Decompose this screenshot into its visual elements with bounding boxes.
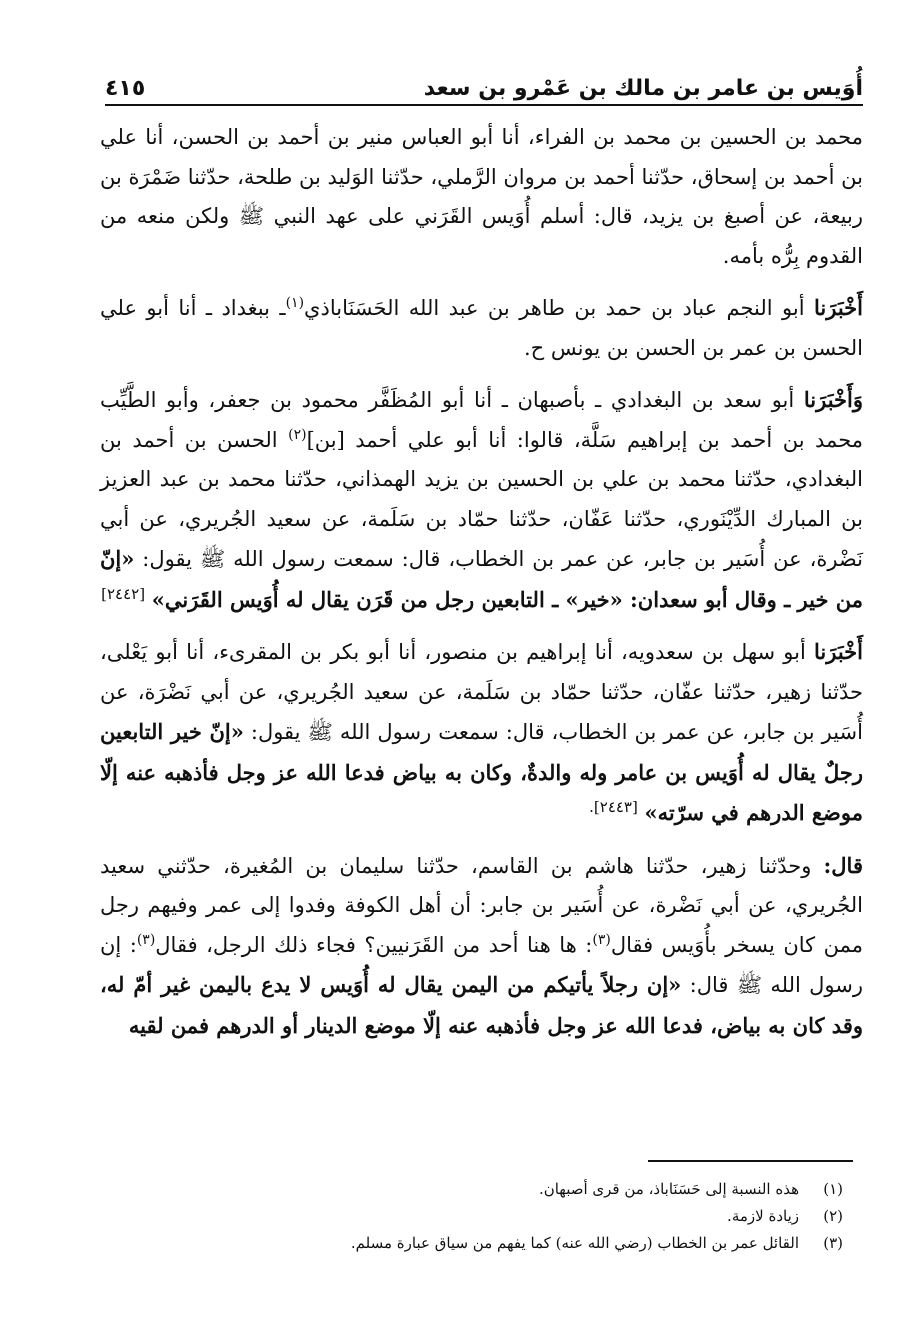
paragraph-4	[100, 632, 863, 834]
footnote-marker: (٣)	[136, 931, 156, 948]
paragraph-1	[100, 118, 863, 276]
footnote-marker: (٢)	[288, 426, 307, 443]
paragraph-text: أبو النجم عباد بن حمد بن طاهر بن عبد الله الحَسَنَاباذي	[304, 296, 815, 320]
footnote-text: القائل عمر بن الخطاب (رضي الله عنه) كما يفهم من سياق عبارة مسلم.	[350, 1234, 799, 1252]
paragraph-5	[100, 846, 863, 1047]
paragraph-text: محمد بن الحسين بن محمد بن الفراء، أنا أبو العباس منير بن أحمد بن الحسن، أنا علي بن أحمد بن إسحاق، حدّثنا أحمد بن مروان الرَّملي، حدّثنا الوَليد بن طلحة، حدّثنا ضَمْرَة بن ربيعة، عن أصبغ بن يزيد، قال: أسلم أُوَيس القَرَني على عهد النبي ﷺ ولكن منعه من القدوم بِرُّه بأمه.	[100, 125, 863, 268]
footnote-number: (٣)	[823, 1234, 843, 1252]
page-number: ٤١٥	[105, 76, 146, 101]
paragraph-lead: أَخْبَرَنا	[814, 639, 863, 664]
footnote-item	[100, 1230, 843, 1257]
hadith-reference: [٢٤٤٢]	[101, 584, 146, 603]
footnote-marker: (٣)	[592, 931, 611, 948]
spacer	[638, 801, 645, 825]
footnote-item	[100, 1176, 843, 1203]
hadith-text: «إنّ خير التابعين رجلٌ يقال له أُوَيس بن عامر وله والدةٌ، وكان به بياض فدعا الله عز وجل فأذهبه عنه إلّا موضع الدرهم في سرّته»	[100, 719, 863, 825]
running-title: أُوَيس بن عامر بن مالك بن عَمْرو بن سعد	[423, 76, 863, 101]
hadith-reference: [٢٤٤٣].	[589, 798, 638, 816]
paragraph-text-cont: : ها هنا أحد من القَرَنيين؟ فجاء ذلك الرجل، فقال	[155, 932, 593, 957]
footnote-number: (٢)	[823, 1207, 843, 1225]
page-header	[105, 62, 863, 106]
footnotes	[100, 1160, 843, 1257]
paragraph-text-cont: : إن رسول الله ﷺ قال:	[100, 932, 863, 997]
paragraph-lead: وَأَخْبَرَنا	[803, 387, 863, 412]
footnote-item	[100, 1203, 843, 1230]
paragraph-2	[100, 288, 863, 368]
paragraph-lead: قال:	[823, 852, 863, 878]
footnote-text: زيادة لازمة.	[727, 1207, 799, 1225]
paragraph-text: وحدّثنا زهير، حدّثنا هاشم بن القاسم، حدّثنا سليمان بن المُغيرة، حدّثني سعيد الجُريري، عن أبي نَضْرة، عن أُسَير بن جابر: أن أهل الكوفة وفدوا إلى عمر وفيهم رجل ممن كان يسخر بأُوَيس فقال	[100, 853, 864, 957]
paragraph-text-cont: ـ ببغداد ـ أنا أبو علي الحسن بن عمر بن الحسن بن يونس ح.	[100, 296, 863, 360]
paragraph-text-cont: الحسن بن أحمد بن البغدادي، حدّثنا محمد بن علي بن الحسين بن يزيد الهمذاني، حدّثنا محمد بن عبد العزيز بن المبارك الدِّيْنَوري، حدّثنا عَفّان، حدّثنا حمّاد بن سَلَمة، عن سعيد الجُريري، عن أبي نَضْرة، عن أُسَير بن جابر، عن عمر بن الخطاب، قال: سمعت رسول الله ﷺ يقول:	[100, 427, 863, 571]
paragraph-text: أبو سعد بن البغدادي ـ بأصبهان ـ أنا أبو المُظَفَّر محمود بن جعفر، وأبو الطَّيِّب محمد بن أحمد بن إبراهيم سَلَّة، قالوا: أنا أبو علي أحمد [بن]	[100, 388, 863, 452]
main-text	[100, 118, 863, 1058]
paragraph-text: أبو سهل بن سعدويه، أنا إبراهيم بن منصور، أنا أبو بكر بن المقرىء، أنا أبو يَعْلى، حدّثنا زهير، حدّثنا عفّان، حدّثنا حمّاد بن سَلَمة، عن سعيد الجُريري، عن أبي نَضْرَة، عن أُسَير بن جابر، عن عمر بن الخطاب، قال: سمعت رسول الله ﷺ يقول:	[100, 640, 863, 744]
footnote-text: هذه النسبة إلى حَسَنَاباذ، من قرى أصبهان.	[538, 1180, 799, 1198]
spacer	[145, 588, 152, 612]
hadith-text: «إنّ من خير ـ وقال أبو سعدان: «خير» ـ التابعين رجل من قَرَن يقال له أُوَيس القَرَني»	[100, 546, 863, 612]
paragraph-lead: أَخْبَرَنا	[814, 295, 863, 320]
paragraph-3	[100, 380, 863, 620]
footnote-marker: (١)	[285, 295, 305, 311]
hadith-text: «إن رجلاً يأتيكم من اليمن يقال له أُوَيس لا يدع باليمن غير أمّ له، وقد كان به بياض، فدعا الله عز وجل فأذهبه عنه إلّا موضع الدينار أو الدرهم فمن لقيه	[100, 972, 863, 1038]
footnote-number: (١)	[823, 1180, 843, 1198]
